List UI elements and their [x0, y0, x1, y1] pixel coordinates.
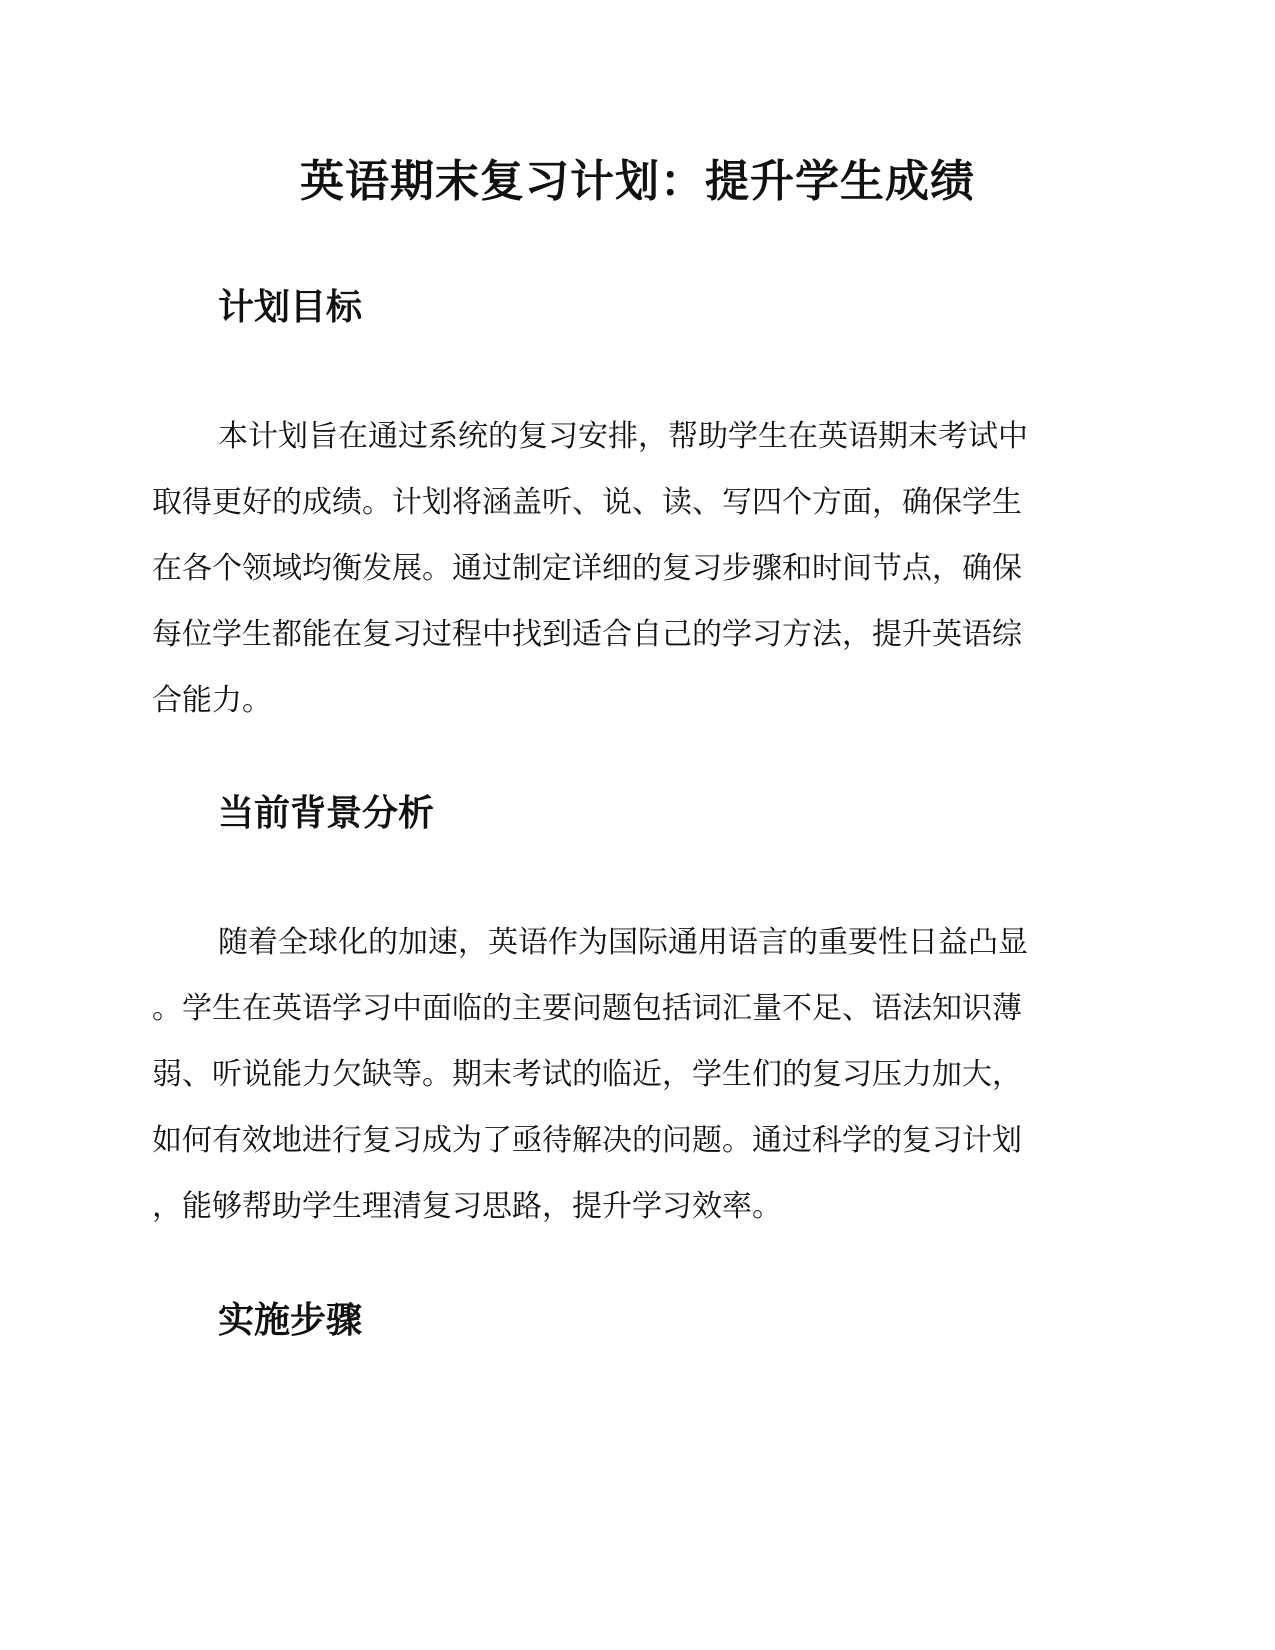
- paragraph-line: 本计划旨在通过系统的复习安排，帮助学生在英语期末考试中: [218, 419, 1028, 454]
- section-heading-steps: 实施步骤: [218, 1300, 363, 1341]
- paragraph-line: 弱、听说能力欠缺等。期末考试的临近，学生们的复习压力加大，: [152, 1057, 1022, 1092]
- paragraph-line: 如何有效地进行复习成为了亟待解决的问题。通过科学的复习计划: [152, 1123, 1022, 1158]
- paragraph-line: 。学生在英语学习中面临的主要问题包括词汇量不足、语法知识薄: [152, 991, 1022, 1026]
- paragraph-line: ，能够帮助学生理清复习思路，提升学习效率。: [152, 1189, 782, 1224]
- paragraph-background: [152, 910, 1120, 1240]
- section-heading-background: 当前背景分析: [218, 793, 435, 834]
- paragraph-line: 在各个领域均衡发展。通过制定详细的复习步骤和时间节点，确保: [152, 551, 1022, 586]
- section-heading-goals: 计划目标: [218, 287, 363, 328]
- paragraph-line: 合能力。: [152, 683, 272, 718]
- paragraph-line: 随着全球化的加速，英语作为国际通用语言的重要性日益凸显: [218, 925, 1028, 960]
- paragraph-line: 取得更好的成绩。计划将涵盖听、说、读、写四个方面，确保学生: [152, 485, 1022, 520]
- paragraph-goals: [152, 404, 1120, 734]
- document-title: 英语期末复习计划：提升学生成绩: [300, 156, 975, 207]
- paragraph-line: 每位学生都能在复习过程中找到适合自己的学习方法，提升英语综: [152, 617, 1022, 652]
